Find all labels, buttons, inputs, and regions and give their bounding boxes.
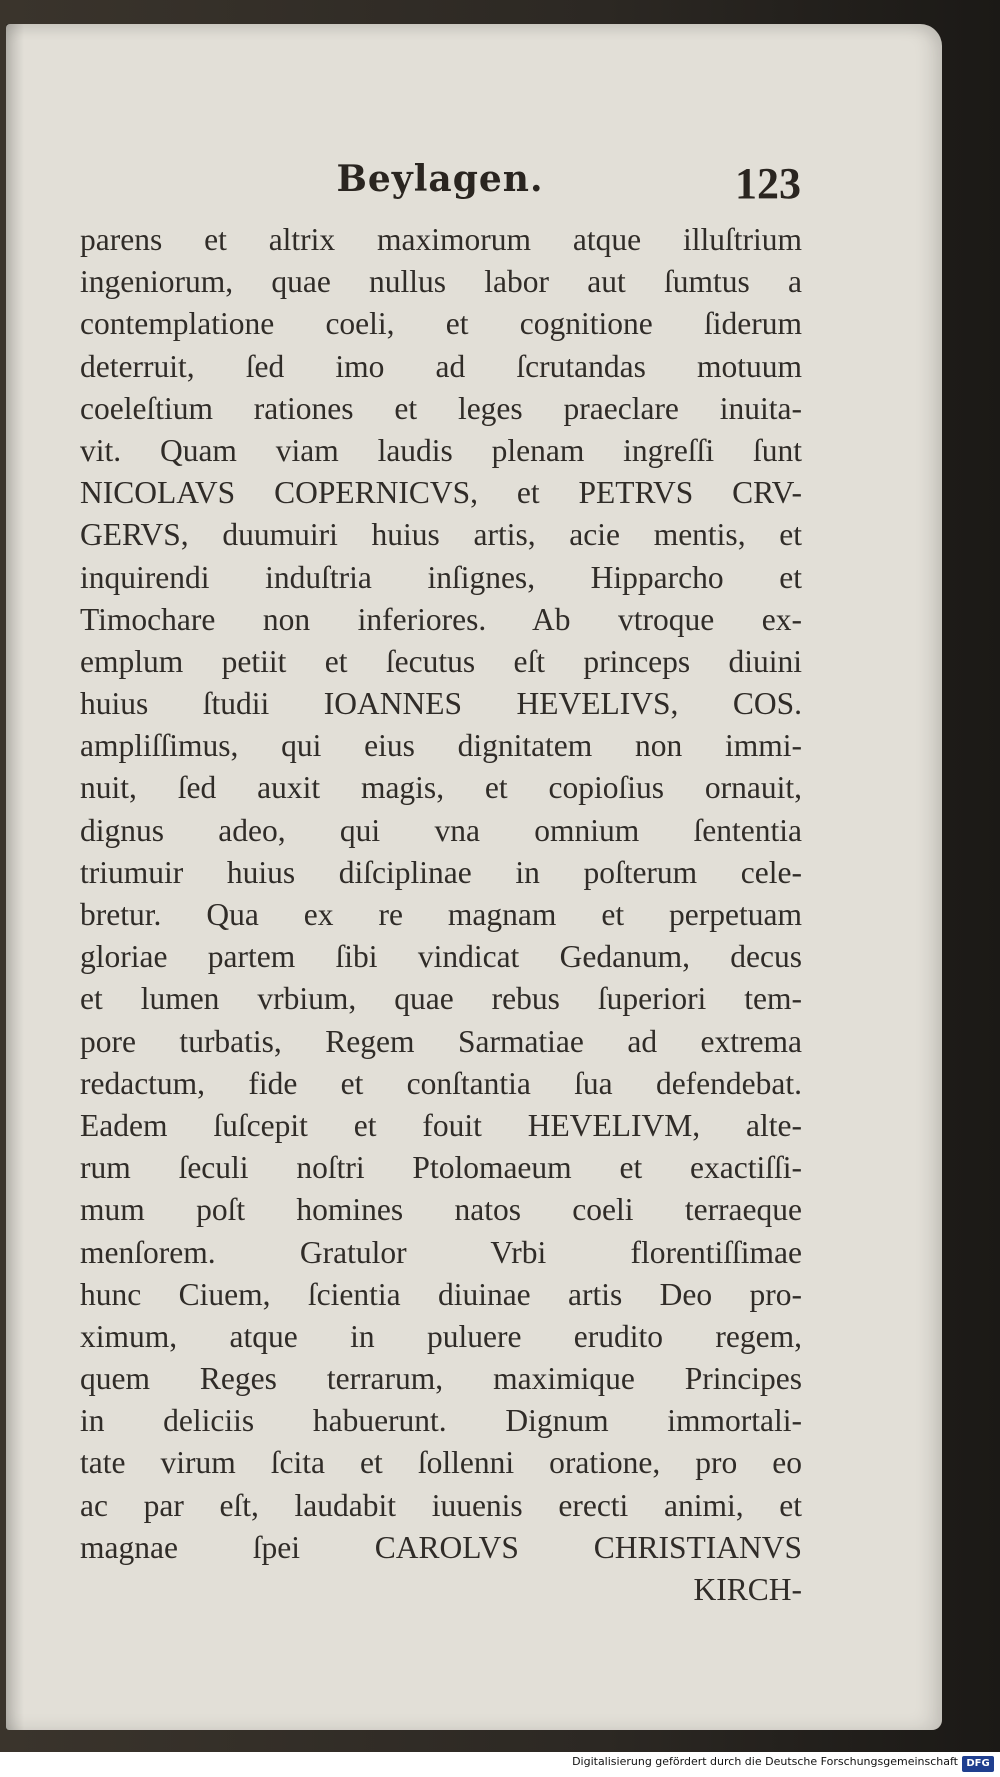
- text-line: rum ſeculi noſtri Ptolomaeum et exactiſſi-: [80, 1150, 802, 1186]
- running-head: [79, 158, 801, 218]
- text-line: coeleſtium rationes et leges praeclare inuita-: [80, 390, 802, 426]
- text-line: NICOLAVS COPERNICVS, et PETRVS CRV-: [80, 475, 802, 511]
- text-line: mum poſt homines natos coeli terraeque: [80, 1192, 802, 1228]
- text-line: nuit, ſed auxit magis, et copioſius ornauit,: [80, 770, 802, 806]
- text-line: parens et altrix maximorum atque illuſtrium: [80, 222, 802, 257]
- text-line: Timochare non inferiores. Ab vtroque ex-: [80, 601, 802, 637]
- running-head-title: Beylagen.: [336, 158, 544, 200]
- text-line: menſorem. Gratulor Vrbi florentiſſimae: [80, 1234, 802, 1270]
- text-line: ampliſſimus, qui eius dignitatem non immi-: [80, 728, 802, 764]
- text-line: triumuir huius diſciplinae in poſterum cele-: [80, 854, 802, 890]
- text-line: et lumen vrbium, quae rebus ſuperiori tem-: [80, 981, 802, 1017]
- text-line: magnae ſpei CAROLVS CHRISTIANVS: [80, 1529, 802, 1565]
- text-line: pore turbatis, Regem Sarmatiae ad extrema: [80, 1023, 802, 1059]
- text-line: ximum, atque in puluere erudito regem,: [80, 1318, 802, 1354]
- text-line: contemplatione coeli, et cognitione ſiderum: [80, 306, 802, 342]
- text-line: in deliciis habuerunt. Dignum immortali-: [80, 1403, 802, 1439]
- text-line: ac par eſt, laudabit iuuenis erecti animi, et: [80, 1487, 802, 1523]
- text-line: inquirendi induſtria inſignes, Hipparcho et: [80, 559, 802, 595]
- text-line: quem Reges terrarum, maximique Principes: [80, 1361, 802, 1397]
- dfg-logo-icon: DFG: [962, 1756, 994, 1772]
- body-text: [80, 219, 802, 1611]
- text-line: deterruit, ſed imo ad ſcrutandas motuum: [80, 348, 802, 384]
- text-line: dignus adeo, qui vna omnium ſententia: [80, 812, 802, 848]
- catchword: KIRCH-: [693, 1572, 802, 1607]
- text-line: emplum petiit et ſecutus eſt princeps diuini: [80, 643, 802, 679]
- page-number: 123: [735, 159, 801, 208]
- funding-credit: Digitalisierung gefördert durch die Deutsche Forschungsgemeinschaft: [572, 1755, 958, 1768]
- text-line: gloriae partem ſibi vindicat Gedanum, decus: [80, 939, 802, 975]
- text-line: ingeniorum, quae nullus labor aut ſumtus a: [80, 264, 802, 300]
- text-line: Eadem ſuſcepit et fouit HEVELIVM, alte-: [80, 1107, 802, 1143]
- text-line: huius ſtudii IOANNES HEVELIVS, COS.: [80, 686, 802, 722]
- text-line: tate virum ſcita et ſollenni oratione, pro eo: [80, 1445, 802, 1481]
- footer-bar: [0, 1752, 1000, 1777]
- text-line: vit. Quam viam laudis plenam ingreſſi ſunt: [80, 432, 802, 468]
- text-line: bretur. Qua ex re magnam et perpetuam: [80, 897, 802, 932]
- text-line: redactum, fide et conſtantia ſua defendebat.: [80, 1065, 802, 1101]
- text-line: hunc Ciuem, ſcientia diuinae artis Deo pro-: [80, 1276, 802, 1312]
- text-line: GERVS, duumuiri huius artis, acie mentis, et: [80, 517, 802, 553]
